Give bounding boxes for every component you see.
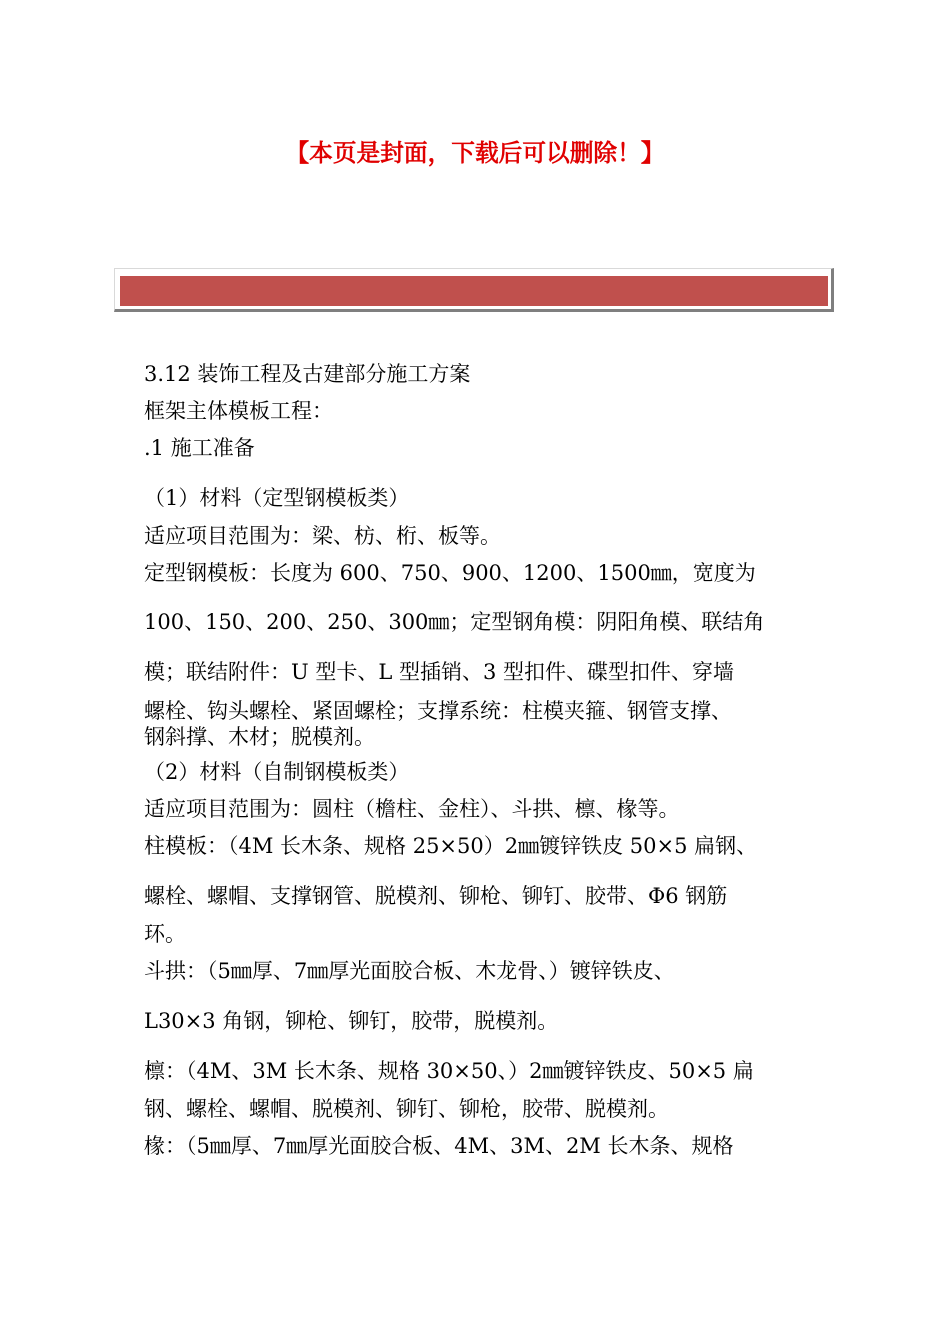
body-line: 螺栓、钩头螺栓、紧固螺栓；支撑系统：柱模夹箍、钢管支撑、 [144,699,732,723]
subsection-heading: .1 施工准备 [144,436,255,460]
section-heading: 3.12 装饰工程及古建部分施工方案 [144,362,471,386]
body-line: 檩：（4M、3M 长木条、规格 30×50、）2㎜镀锌铁皮、50×5 扁 [144,1059,754,1083]
subsection-heading: 框架主体模板工程： [144,399,333,423]
body-line: 适应项目范围为：梁、枋、桁、板等。 [144,524,501,548]
body-line: 适应项目范围为：圆柱（檐柱、金柱）、斗拱、檩、椽等。 [144,797,680,821]
body-line: 环。 [144,922,186,946]
body-line: 椽：（5㎜厚、7㎜厚光面胶合板、4M、3M、2M 长木条、规格 [144,1134,734,1158]
body-line: 钢斜撑、木材；脱模剂。 [144,725,375,749]
body-line: 柱模板：（4M 长木条、规格 25×50）2㎜镀锌铁皮 50×5 扁钢、 [144,834,758,858]
cover-notice: 【本页是封面，下载后可以删除！】 [285,139,665,167]
body-line: 模；联结附件：U 型卡、L 型插销、3 型扣件、碟型扣件、穿墙 [144,660,735,684]
body-line: 钢、螺栓、螺帽、脱模剂、铆钉、铆枪，胶带、脱模剂。 [144,1097,669,1121]
body-line: 斗拱：（5㎜厚、7㎜厚光面胶合板、木龙骨、）镀锌铁皮、 [144,959,675,983]
banner-bar [120,276,828,306]
body-line: 螺栓、螺帽、支撑钢管、脱模剂、铆枪、铆钉、胶带、Φ6 钢筋 [144,884,728,908]
body-line: 100、150、200、250、300㎜；定型钢角模：阴阳角模、联结角 [144,610,765,634]
body-line: L30×3 角钢，铆枪、铆钉，胶带，脱模剂。 [144,1009,559,1033]
materials-heading-2: （2）材料（自制钢模板类） [144,760,410,784]
materials-heading-1: （1）材料（定型钢模板类） [144,486,410,510]
body-line: 定型钢模板：长度为 600、750、900、1200、1500㎜，宽度为 [144,561,756,585]
